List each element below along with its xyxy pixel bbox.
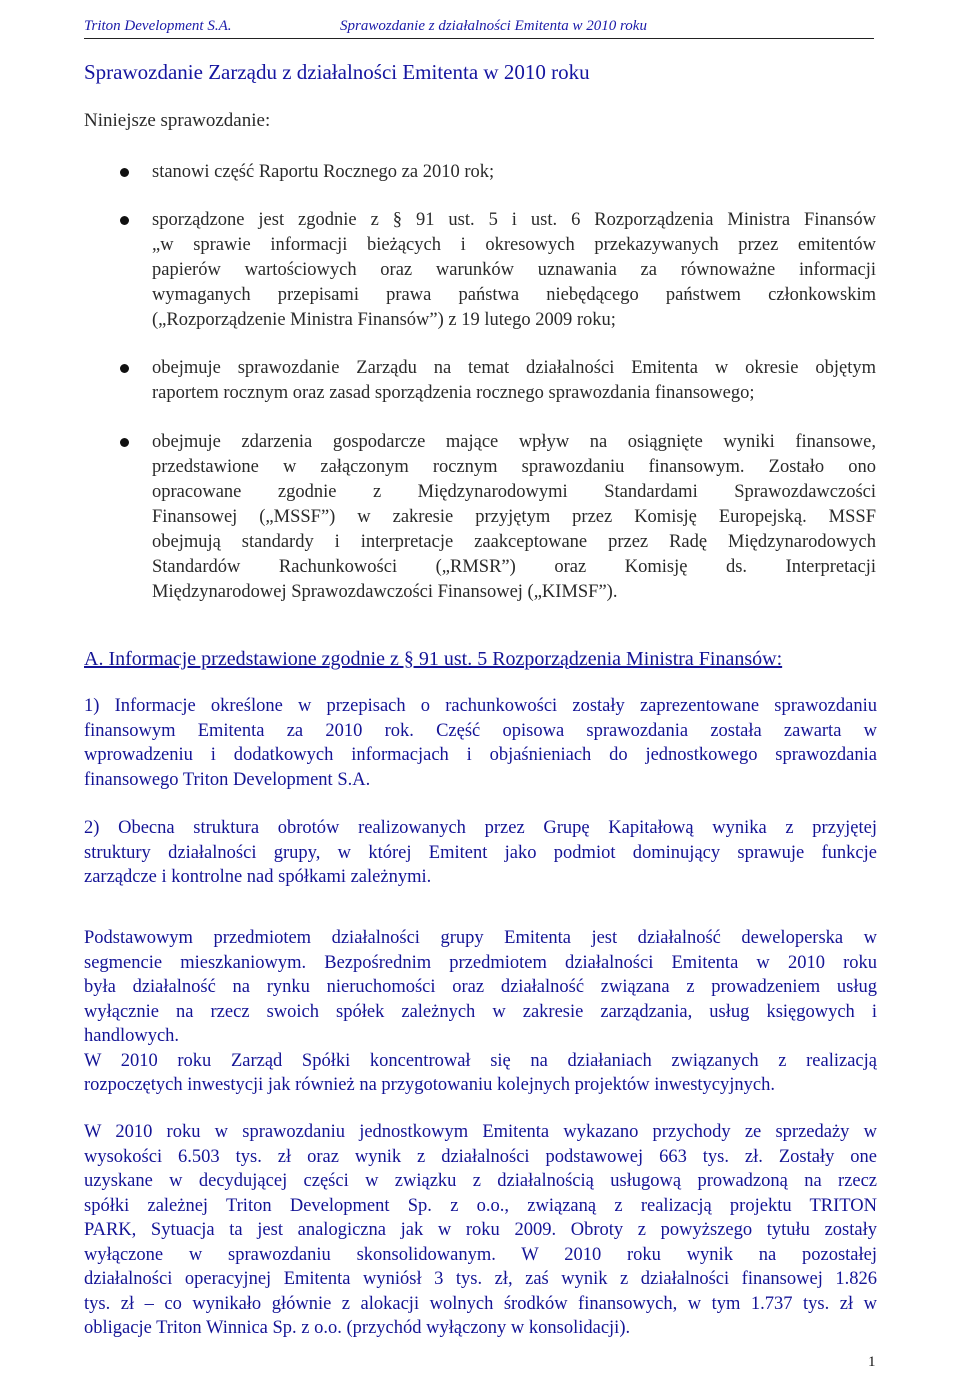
paragraph-line: rozpoczętych inwestycji jak również na przygotowaniu kolejnych projektów inwestycyjnych. — [84, 1075, 775, 1095]
paragraph-line: 2) Obecna struktura obrotów realizowanych przez Grupę Kapitałową wynika z przyjętej — [84, 818, 877, 838]
bullet-line: Międzynarodowej Sprawozdawczości Finansowej („KIMSF”). — [152, 582, 618, 602]
paragraph-line: 1) Informacje określone w przepisach o rachunkowości zostały zaprezentowane sprawozdaniu — [84, 696, 877, 716]
paragraph-line: finansowego Triton Development S.A. — [84, 769, 371, 790]
bullet-dot — [120, 168, 129, 177]
header-report-title: Sprawozdanie z działalności Emitenta w 2010 roku — [340, 18, 647, 34]
paragraph-line: wprowadzeniu i dodatkowych informacjach i objaśnieniach do jednostkowego sprawozdania — [84, 745, 877, 765]
paragraph-line: obligacje Triton Winnica Sp. z o.o. (przychód wyłączony w konsolidacji). — [84, 1318, 631, 1338]
paragraph-line: uzyskane w decydującej części w związku z działalnością usługową prowadzoną na rzecz — [84, 1171, 877, 1191]
paragraph-line: tys. zł – co wynikało głównie z alokacji wolnych środków finansowych, w tym 1.737 tys. zł w — [84, 1293, 877, 1314]
paragraph-line: segmencie mieszkaniowym. Bezpośrednim przedmiotem działalności Emitenta w 2010 roku — [84, 952, 877, 973]
bullet-line: raportem rocznym oraz zasad sporządzenia rocznego sprawozdania finansowego; — [152, 383, 755, 403]
section-a-heading: A. Informacje przedstawione zgodnie z § 91 ust. 5 Rozporządzenia Ministra Finansów: — [84, 648, 783, 670]
bullet-line: Finansowej („MSSF”) w zakresie przyjętym przez Komisję Europejską. MSSF — [152, 507, 876, 527]
paragraph-line: była działalność na rynku nieruchomości oraz działalność związana z prowadzeniem usług — [84, 977, 877, 997]
page-number: 1 — [868, 1354, 876, 1370]
bullet-line: sporządzone jest zgodnie z § 91 ust. 5 i ust. 6 Rozporządzenia Ministra Finansów — [152, 210, 876, 230]
bullet-line: Standardów Rachunkowości („RMSR”) oraz Komisję ds. Interpretacji — [152, 557, 876, 577]
header-company: Triton Development S.A. — [84, 18, 232, 34]
bullet-dot — [120, 216, 129, 225]
bullet-text — [152, 160, 876, 185]
paragraph-line: spółki zależnej Triton Development Sp. z o.o., związaną z realizacją projektu TRITON — [84, 1195, 877, 1216]
bullet-text — [152, 208, 876, 333]
paragraph-line: wyłączone w sprawozdaniu skonsolidowanym. W 2010 roku wynik na pozostałej — [84, 1244, 877, 1265]
document-title: Sprawozdanie Zarządu z działalności Emitenta w 2010 roku — [84, 60, 590, 84]
paragraph-2 — [84, 816, 877, 890]
paragraph-line: W 2010 roku w sprawozdaniu jednostkowym Emitenta wykazano przychody ze sprzedaży w — [84, 1122, 877, 1142]
paragraph-4 — [84, 1120, 877, 1341]
paragraph-line: Podstawowym przedmiotem działalności grupy Emitenta jest działalność deweloperska w — [84, 928, 877, 948]
paragraph-1 — [84, 694, 877, 792]
bullet-line: przedstawione w załączonym rocznym sprawozdaniu finansowym. Zostało ono — [152, 457, 876, 477]
paragraph-line: zarządcze i kontrolne nad spółkami zależnymi. — [84, 867, 432, 887]
paragraph-line: W 2010 roku Zarząd Spółki koncentrował się na działaniach związanych z realizacją — [84, 1050, 877, 1071]
paragraph-3 — [84, 926, 877, 1098]
paragraph-line: działalności operacyjnej Emitenta wyniósł 3 tys. zł, zaś wynik z działalności finansowej 1.826 — [84, 1269, 877, 1289]
bullet-line: obejmuje sprawozdanie Zarządu na temat działalności Emitenta w okresie objętym — [152, 358, 876, 378]
bullet-text — [152, 430, 876, 605]
bullet-line: („Rozporządzenie Ministra Finansów”) z 19 lutego 2009 roku; — [152, 310, 616, 330]
bullet-line: obejmuje zdarzenia gospodarcze mające wpływ na osiągnięte wyniki finansowe, — [152, 432, 876, 452]
bullet-text — [152, 356, 876, 406]
bullet-line: wymaganych przepisami prawa państwa niebędącego państwem członkowskim — [152, 285, 876, 305]
paragraph-line: wysokości 6.503 tys. zł oraz wynik z działalności podstawowej 663 tys. zł. Zostały one — [84, 1146, 877, 1167]
paragraph-line: handlowych. — [84, 1026, 180, 1046]
paragraph-line: wyłącznie na rzecz swoich spółek zależnych w zakresie zarządzania, usług księgowych i — [84, 1001, 877, 1022]
bullet-line: obejmują standardy i interpretacje zaakceptowane przez Radę Międzynarodowych — [152, 532, 876, 552]
running-header — [84, 14, 874, 39]
intro-text: Niniejsze sprawozdanie: — [84, 110, 271, 131]
paragraph-line: finansowym Emitenta za 2010 rok. Część opisowa sprawozdania została zawarta w — [84, 720, 877, 741]
bullet-line: opracowane zgodnie z Międzynarodowymi Standardami Sprawozdawczości — [152, 482, 876, 502]
bullet-dot — [120, 364, 129, 373]
bullet-dot — [120, 438, 129, 447]
paragraph-line: struktury działalności grupy, w której Emitent jako podmiot dominujący sprawuje funkcje — [84, 842, 877, 863]
bullet-line: stanowi część Raportu Rocznego za 2010 rok; — [152, 162, 495, 182]
paragraph-line: PARK, Sytuacja ta jest analogiczna jak w roku 2009. Obroty z powyższego tytułu zostały — [84, 1220, 877, 1240]
bullet-line: „w sprawie informacji bieżących i okresowych przekazywanych przez emitentów — [152, 235, 876, 255]
bullet-line: papierów wartościowych oraz warunków uznawania za równoważne informacji — [152, 260, 876, 280]
